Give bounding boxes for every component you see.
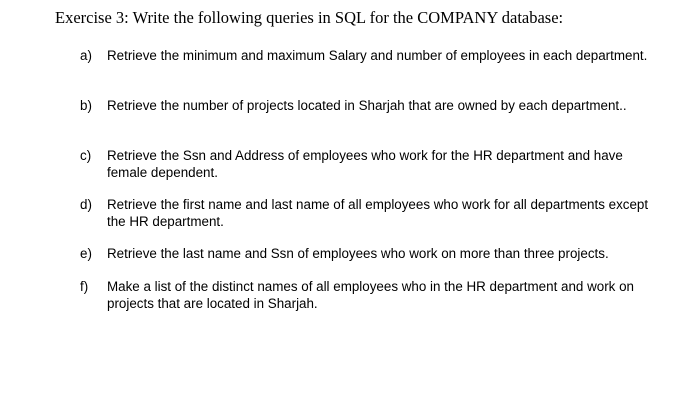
query-marker: a) [80, 48, 92, 63]
query-marker: d) [80, 197, 92, 212]
query-text: Retrieve the number of projects located in Sharjah that are owned by each department.. [107, 98, 627, 113]
query-text: Retrieve the minimum and maximum Salary and number of employees in each department. [107, 48, 648, 63]
query-text: Retrieve the last name and Ssn of employees who work on more than three projects. [107, 246, 609, 261]
query-item-c [80, 147, 660, 181]
exercise-title: Exercise 3: Write the following queries in SQL for the COMPANY database: [55, 8, 564, 27]
query-marker: f) [80, 279, 89, 294]
query-marker: c) [80, 148, 92, 163]
query-text: Retrieve the Ssn and Address of employees who work for the HR department and have female dependent. [107, 148, 623, 180]
query-item-d [80, 196, 660, 230]
query-text: Retrieve the first name and last name of all employees who work for all departments except the HR department. [107, 197, 649, 229]
query-marker: e) [80, 246, 92, 261]
query-text: Make a list of the distinct names of all employees who in the HR department and work on projects that are located in Sharjah. [107, 279, 634, 311]
query-marker: b) [80, 98, 92, 113]
query-item-e [80, 245, 660, 262]
query-item-f [80, 278, 660, 312]
query-item-a [80, 47, 660, 64]
query-item-b [80, 97, 660, 114]
